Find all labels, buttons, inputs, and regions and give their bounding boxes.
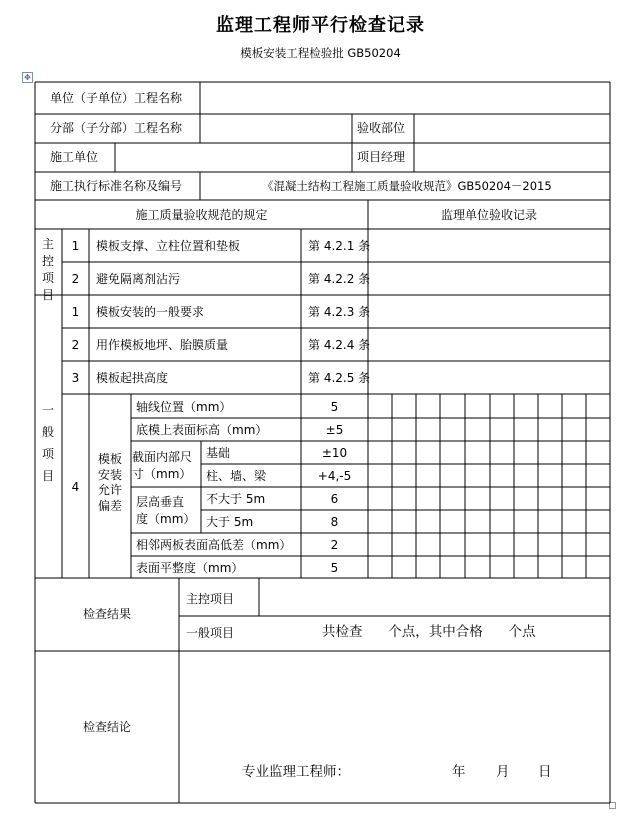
tolerance-row-item: 相邻两板表面高低差（mm） bbox=[136, 538, 292, 552]
vertical-label-char: 控 bbox=[41, 254, 54, 268]
standard-name-value: 《混凝土结构工程施工质量验收规范》GB50204－2015 bbox=[262, 179, 552, 193]
check-conclusion-label: 检查结论 bbox=[82, 720, 131, 734]
tolerance-row-item: 轴线位置（mm） bbox=[136, 400, 232, 414]
check-result-label: 检查结果 bbox=[82, 607, 131, 621]
construction-unit-label: 施工单位 bbox=[50, 150, 99, 164]
general-group-label bbox=[39, 402, 57, 485]
date-year-label: 年 bbox=[452, 764, 466, 780]
page-subtitle: 模板安装工程检验批 GB50204 bbox=[240, 46, 401, 60]
tolerance-group-label: 截面内部尺 寸（mm） bbox=[132, 450, 193, 481]
general-item-clause: 第 4.2.4 条 bbox=[308, 338, 371, 352]
tolerance-row-value: 2 bbox=[330, 538, 339, 552]
tolerance-sub-item: 不大于 5m bbox=[206, 492, 266, 506]
tolerance-row-value: 6 bbox=[330, 492, 339, 506]
tolerance-row-value: ±5 bbox=[325, 423, 344, 437]
main-control-group-label bbox=[39, 236, 57, 304]
main-item-name: 模板支撑、立柱位置和垫板 bbox=[96, 239, 241, 253]
tolerance-group-label: 层高垂直 度（mm） bbox=[136, 495, 196, 526]
general-item-clause: 第 4.2.3 条 bbox=[308, 305, 371, 319]
tolerance-item-no: 4 bbox=[71, 480, 80, 494]
page-title: 监理工程师平行检查记录 bbox=[216, 15, 425, 36]
tolerance-row-value: 5 bbox=[330, 400, 339, 414]
acceptance-part-label: 验收部位 bbox=[357, 121, 406, 135]
tolerance-row-value: +4,-5 bbox=[317, 469, 352, 483]
main-item-clause: 第 4.2.2 条 bbox=[308, 272, 371, 286]
tolerance-row-value: 8 bbox=[330, 515, 339, 529]
tolerance-row-value: ±10 bbox=[321, 446, 348, 460]
general-item-no: 1 bbox=[71, 305, 80, 319]
engineer-signature-label: 专业监理工程师： bbox=[242, 764, 350, 780]
main-item-clause: 第 4.2.1 条 bbox=[308, 239, 371, 253]
general-item-clause: 第 4.2.5 条 bbox=[308, 371, 371, 385]
general-item-name: 用作模板地坪、胎膜质量 bbox=[96, 338, 229, 352]
vertical-label-char: 目 bbox=[41, 469, 54, 483]
general-item-name: 模板起拱高度 bbox=[96, 371, 169, 385]
vertical-label-char: 般 bbox=[41, 425, 54, 439]
general-item-no: 3 bbox=[71, 371, 80, 385]
spec-column-header: 施工质量验收规范的规定 bbox=[135, 208, 268, 222]
date-month-label: 月 bbox=[496, 764, 510, 780]
date-day-label: 日 bbox=[538, 764, 552, 780]
project-manager-label: 项目经理 bbox=[357, 150, 406, 164]
result-main-label: 主控项目 bbox=[186, 592, 235, 606]
tolerance-label: 模板 安装 允许 偏差 bbox=[97, 452, 122, 513]
tolerance-sub-item: 柱、墙、梁 bbox=[206, 469, 267, 483]
tolerance-sub-item: 基础 bbox=[206, 446, 231, 460]
vertical-label-char: 一 bbox=[41, 403, 54, 417]
table-move-handle-icon[interactable]: ✥ bbox=[22, 72, 33, 83]
tolerance-row-item: 表面平整度（mm） bbox=[136, 561, 244, 575]
main-item-no: 2 bbox=[71, 272, 80, 286]
vertical-label-char: 目 bbox=[41, 288, 54, 302]
vertical-label-char: 项 bbox=[41, 271, 54, 285]
standard-name-label: 施工执行标准名称及编号 bbox=[50, 179, 183, 193]
vertical-label-char: 项 bbox=[41, 447, 54, 461]
general-item-no: 2 bbox=[71, 338, 80, 352]
record-column-header: 监理单位验收记录 bbox=[440, 208, 537, 222]
main-item-name: 避免隔离剂沾污 bbox=[96, 272, 181, 286]
unit-project-name-label: 单位（子单位）工程名称 bbox=[50, 91, 183, 105]
tolerance-row-value: 5 bbox=[330, 561, 339, 575]
tolerance-row-item: 底模上表面标高（mm） bbox=[136, 423, 268, 437]
result-general-label: 一般项目 bbox=[186, 626, 235, 640]
result-general-text: 共检查 个点，其中合格 个点 bbox=[322, 624, 536, 640]
general-item-name: 模板安装的一般要求 bbox=[96, 305, 205, 319]
main-item-no: 1 bbox=[71, 239, 80, 253]
tolerance-sub-item: 大于 5m bbox=[206, 515, 254, 529]
vertical-label-char: 主 bbox=[41, 237, 54, 251]
sub-project-name-label: 分部（子分部）工程名称 bbox=[50, 121, 183, 135]
